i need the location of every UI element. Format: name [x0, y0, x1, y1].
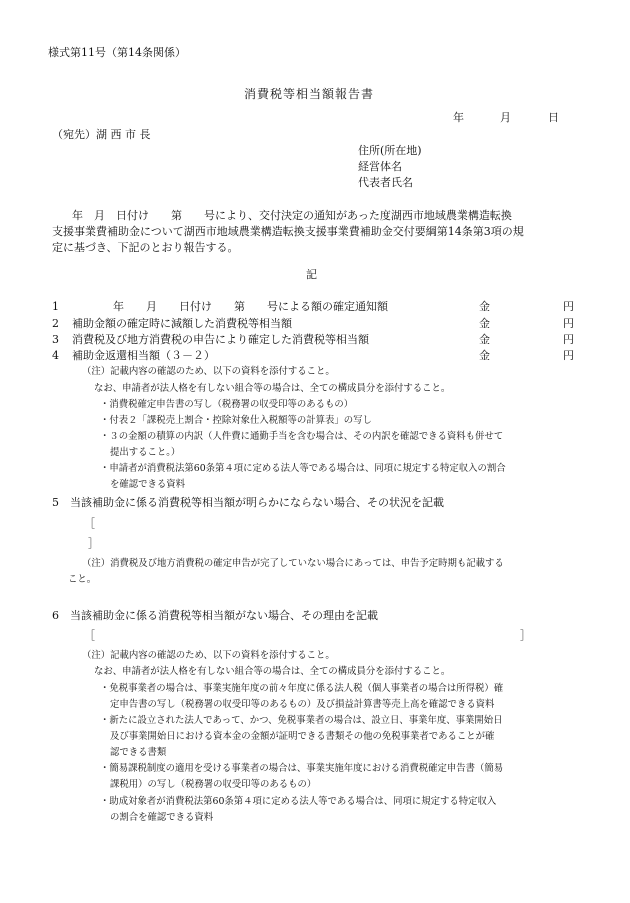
- note-line: なお、申請者が法人格を有しない組合等の場合は、全ての構成員分を添付すること。: [94, 666, 451, 677]
- item-text: 補助金返還相当額（３－２）: [72, 349, 215, 362]
- note-line: なお、申請者が法人格を有しない組合等の場合は、全ての構成員分を添付すること。: [94, 383, 451, 394]
- note-line: （注）記載内容の確認のため、以下の資料を添付すること。: [82, 366, 335, 377]
- note-line: ・消費税確定申告書の写し（税務署の収受印等のあるもの）: [100, 399, 354, 410]
- body-line: 定に基づき、下記のとおり報告する。: [52, 241, 239, 254]
- note-line: の割合を確認できる資料: [110, 812, 214, 823]
- note-line: ・申請者が消費税法第60条第４項に定める法人等である場合は、同項に規定する特定収入の割合: [100, 463, 506, 474]
- body-line: 年 月 日付け 第 号により、交付決定の通知があった度湖西市地域農業構造転換: [72, 209, 512, 222]
- applicant-business-name-label: 経営体名: [358, 160, 402, 173]
- section-6-bracket-open: ［: [84, 629, 95, 642]
- item-kin: 金: [479, 300, 490, 313]
- item-en: 円: [563, 333, 574, 346]
- note-line: 定申告書の写し（税務署の収受印等のあるもの）及び損益計算書等売上高を確認できる資料: [110, 699, 495, 710]
- note-line: （注）消費税及び地方消費税の確定申告が完了していない場合にあっては、申告予定時期も記載する: [82, 558, 504, 569]
- addressee: （宛先）湖 西 市 長: [52, 128, 151, 141]
- body-line: 支援事業費補助金について湖西市地域農業構造転換支援事業費補助金交付要綱第14条第3項の規: [52, 225, 524, 238]
- item-text: 消費税及び地方消費税の申告により確定した消費税等相当額: [72, 333, 369, 346]
- note-line: ・免税事業者の場合は、事業実施年度の前々年度に係る法人税（個人事業者の場合は所得税）確: [100, 683, 504, 694]
- ki-heading: 記: [306, 268, 317, 281]
- note-line: を確認できる資料: [110, 479, 186, 490]
- date-day: 日: [548, 111, 559, 124]
- date-year: 年: [453, 111, 464, 124]
- date-month: 月: [500, 111, 511, 124]
- note-line: ・付表２「課税売上割合・控除対象仕入税額等の計算表」の写し: [100, 415, 372, 426]
- form-number: 様式第11号（第14条関係）: [48, 46, 186, 59]
- note-line: ・新たに設立された法人であって、かつ、免税事業者の場合は、設立日、事業年度、事業開始日: [100, 715, 503, 726]
- note-line: （注）記載内容の確認のため、以下の資料を添付すること。: [82, 650, 335, 661]
- item-text: 補助金額の確定時に減額した消費税等相当額: [72, 317, 292, 330]
- document-title: 消費税等相当額報告書: [244, 87, 375, 101]
- note-line: ・簡易課税制度の適用を受ける事業者の場合は、事業実施年度における消費税確定申告書（簡易: [100, 763, 504, 774]
- note-line: ・助成対象者が消費税法第60条第４項に定める法人等である場合は、同項に規定する特定収入: [100, 796, 497, 807]
- section-6-heading: 6 当該補助金に係る消費税等相当額がない場合、その理由を記載: [52, 609, 378, 622]
- note-line: 及び事業開始日における資本金の金額が証明できる書類その他の免税事業者であることが確: [110, 731, 495, 742]
- item-text: 年 月 日付け 第 号による額の確定通知額: [113, 300, 388, 313]
- note-line: 認できる書類: [110, 747, 167, 758]
- item-number: 1: [52, 300, 59, 313]
- section-5-bracket-close: ］: [88, 537, 99, 550]
- section-5-heading: 5 当該補助金に係る消費税等相当額が明らかにならない場合、その状況を記載: [52, 496, 444, 509]
- item-kin: 金: [479, 333, 490, 346]
- item-kin: 金: [479, 349, 490, 362]
- item-en: 円: [563, 349, 574, 362]
- item-en: 円: [563, 317, 574, 330]
- item-number: 2: [52, 317, 59, 330]
- item-en: 円: [563, 300, 574, 313]
- item-number: 3: [52, 333, 59, 346]
- note-line: こと。: [68, 574, 97, 585]
- section-5-bracket-open: ［: [84, 517, 95, 530]
- note-line: ・３の金額の積算の内訳（人件費に通勤手当を含む場合は、その内訳を確認できる資料も併せて: [100, 431, 504, 442]
- note-line: 課税用）の写し（税務署の収受印等のあるもの）: [110, 779, 317, 790]
- applicant-representative-label: 代表者氏名: [358, 176, 413, 189]
- note-line: 提出すること。）: [110, 447, 181, 458]
- item-kin: 金: [479, 317, 490, 330]
- section-6-bracket-close: ］: [520, 629, 531, 642]
- item-number: 4: [52, 349, 59, 362]
- applicant-address-label: 住所(所在地): [358, 144, 422, 157]
